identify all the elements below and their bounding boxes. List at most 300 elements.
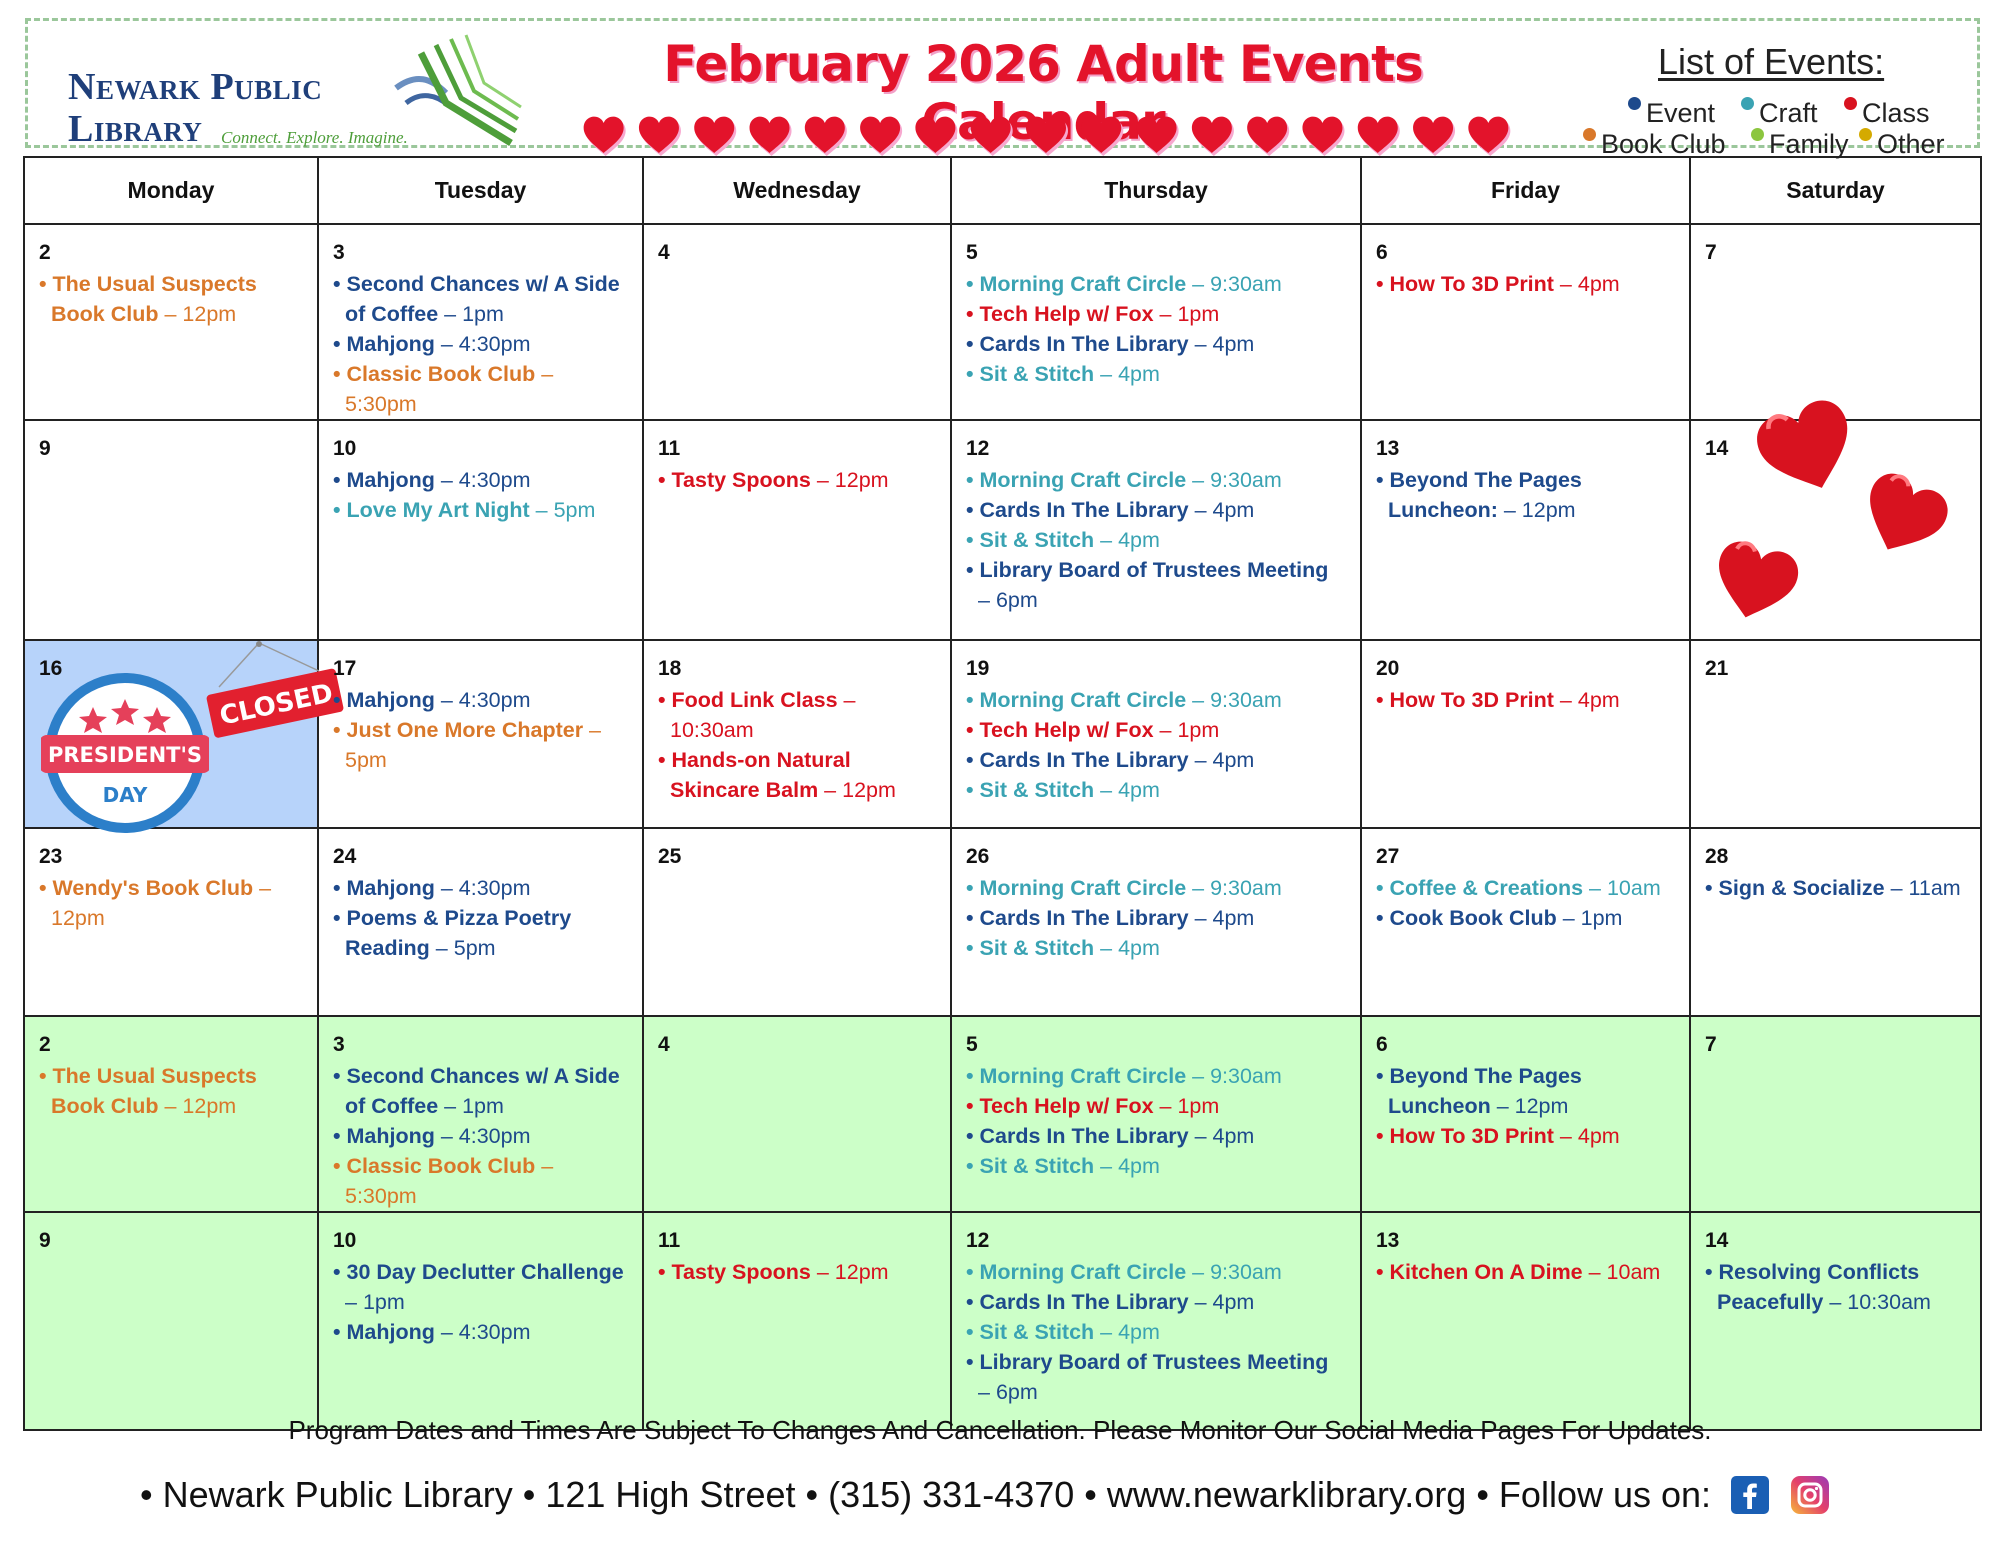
event-time: 1pm [1177,302,1220,326]
event-time: 12pm [834,468,889,492]
day-number: 11 [658,1229,681,1252]
event-list [333,269,628,419]
day-number: 10 [333,1229,357,1252]
calendar-header [25,18,1980,159]
event-item: • Mahjong – 4:30pm [333,1124,531,1148]
event-time: 12pm [834,1260,889,1284]
day-number: 2 [39,1033,51,1056]
heart-icon [1302,117,1344,156]
event-list [966,1061,1346,1181]
event-name: Sign & Socialize [1718,876,1885,900]
event-item: • Tech Help w/ Fox – 1pm [966,718,1220,742]
heart-icon [860,117,902,156]
day-cell [643,420,951,640]
event-item: • Morning Craft Circle – 9:30am [966,688,1282,712]
event-time: 4pm [1212,332,1255,356]
event-name: Tasty Spoons [671,468,811,492]
event-name: Second Chances w/ A Side of Coffee [345,1064,620,1118]
event-time: 5pm [345,748,387,772]
day-cell [318,1212,643,1430]
day-cell [951,828,1361,1016]
day-cell [951,224,1361,420]
event-name: Sit & Stitch [979,1320,1095,1344]
event-item: • Cards In The Library – 4pm [966,332,1255,356]
logo-line2: Library [68,108,203,150]
event-name: Beyond The Pages Luncheon: [1388,468,1582,522]
event-time: 10:30am [670,718,754,742]
weekday-header: Thursday [951,157,1361,224]
event-item: • How To 3D Print – 4pm [1376,1124,1620,1148]
day-cell [643,1212,951,1430]
heart-icon [584,117,626,156]
footer-contact [140,1470,1880,1520]
day-cell [24,1016,318,1212]
week-row [24,420,1981,640]
event-name: Sit & Stitch [979,936,1095,960]
day-cell [318,420,643,640]
event-time: 5:30pm [345,392,417,416]
event-name: How To 3D Print [1389,1124,1554,1148]
event-name: Cook Book Club [1389,906,1557,930]
event-time: 10:30am [1847,1290,1931,1314]
event-name: Morning Craft Circle [979,1260,1187,1284]
event-item: • Morning Craft Circle – 9:30am [966,876,1282,900]
weekday-header-row [24,157,1981,224]
event-time: 6pm [995,588,1038,612]
event-item: • Love My Art Night – 5pm [333,498,596,522]
event-name: Mahjong [346,876,435,900]
event-time: 12pm [182,302,237,326]
event-name: Classic Book Club [346,362,536,386]
day-number: 5 [966,241,978,264]
day-number: 17 [333,657,357,680]
day-number: 4 [658,241,670,264]
presidents-day-badge [41,669,209,837]
event-time: 4pm [1577,1124,1620,1148]
week-row [24,1016,1981,1212]
holiday-name-line1: PRESIDENT'S [47,743,203,767]
day-cell [24,420,318,640]
day-number: 19 [966,657,990,680]
event-name: Cards In The Library [979,1290,1189,1314]
event-name: Cards In The Library [979,906,1189,930]
event-item: • Mahjong – 4:30pm [333,876,531,900]
event-time: 10am [1606,876,1661,900]
legend-item-book-club: Book Club [1583,128,1726,160]
instagram-icon[interactable] [1791,1476,1829,1514]
event-time: 4pm [1577,688,1620,712]
event-name: Sit & Stitch [979,778,1095,802]
day-cell [24,828,318,1016]
weekday-header: Saturday [1690,157,1981,224]
event-item: • Cook Book Club – 1pm [1376,906,1623,930]
day-number: 3 [333,241,345,264]
event-item: • Sit & Stitch – 4pm [966,1320,1160,1344]
day-number: 9 [39,1229,51,1252]
day-number: 26 [966,845,990,868]
event-item: • Morning Craft Circle – 9:30am [966,272,1282,296]
legend-item-other: Other [1859,128,1945,160]
week-row [24,224,1981,420]
event-name: Sit & Stitch [979,1154,1095,1178]
day-cell [643,640,951,828]
event-time: 4:30pm [458,468,531,492]
event-item: • Sit & Stitch – 4pm [966,778,1160,802]
day-number: 10 [333,437,357,460]
event-item: • Food Link Class – 10:30am [658,688,856,742]
event-name: Hands-on Natural Skincare Balm [670,748,851,802]
event-time: 12pm [1514,1094,1569,1118]
day-cell [318,640,643,828]
event-name: Love My Art Night [346,498,530,522]
event-list [1376,1061,1675,1151]
day-number: 18 [658,657,682,680]
event-time: 1pm [462,1094,504,1118]
event-item: • Classic Book Club – 5:30pm [333,1154,554,1208]
event-time: 12pm [182,1094,237,1118]
legend-item-class: Class [1844,97,1930,129]
legend-title: List of Events: [1658,41,1885,82]
day-cell [1690,1016,1981,1212]
event-list [966,685,1346,805]
event-name: Sit & Stitch [979,362,1095,386]
other-dot-icon [1859,128,1872,141]
event-item: • 30 Day Declutter Challenge – 1pm [333,1260,624,1314]
day-number: 27 [1376,845,1400,868]
day-cell [1361,1212,1690,1430]
heart-icon [1137,117,1179,156]
heart-icon [1358,117,1400,156]
event-item: • Resolving Conflicts Peacefully – 10:30am [1705,1260,1931,1314]
calendar-grid [23,156,1982,1431]
event-legend [1573,29,1993,159]
weekday-header: Monday [24,157,318,224]
event-time: 9:30am [1210,1260,1282,1284]
day-number: 11 [658,437,681,460]
contact-text: • Newark Public Library • 121 High Street • (315) 331-4370 • www.newarklibrary.org • Follow us on: [140,1474,1712,1515]
event-list [966,873,1346,963]
event-list [658,685,936,805]
event-name: Library Board of Trustees Meeting [979,558,1329,582]
event-item: • Tasty Spoons – 12pm [658,1260,889,1284]
event-time: 1pm [1580,906,1623,930]
event-time: 4pm [1577,272,1620,296]
day-cell [1361,828,1690,1016]
day-number: 5 [966,1033,978,1056]
event-name: Classic Book Club [346,1154,536,1178]
day-cell [1690,1212,1981,1430]
week-row [24,640,1981,828]
event-name: Cards In The Library [979,498,1189,522]
disclaimer-text: Program Dates and Times Are Subject To Changes And Cancellation. Please Monitor Our Social Media Pages For Updates. [288,1415,1712,1445]
event-item: • Tech Help w/ Fox – 1pm [966,1094,1220,1118]
event-time: 4pm [1212,1124,1255,1148]
day-cell [318,224,643,420]
craft-dot-icon [1741,97,1754,110]
day-number: 20 [1376,657,1400,680]
day-number: 28 [1705,845,1729,868]
day-cell [24,640,336,828]
day-cell [1690,640,1981,828]
event-name: Food Link Class [671,688,838,712]
event-list [333,1257,628,1347]
event-item: • Coffee & Creations – 10am [1376,876,1661,900]
day-cell [318,1016,643,1212]
event-item: • Morning Craft Circle – 9:30am [966,468,1282,492]
event-item: • The Usual Suspects Book Club – 12pm [39,1064,257,1118]
event-name: Tech Help w/ Fox [979,302,1154,326]
event-list [1376,269,1675,299]
legend-item-family: Family [1751,128,1849,160]
class-dot-icon [1844,97,1857,110]
heart-icon [1707,537,1803,628]
day-number: 12 [966,437,990,460]
event-item: • Beyond The Pages Luncheon – 12pm [1376,1064,1582,1118]
event-list [1376,1257,1675,1287]
event-name: Resolving Conflicts Peacefully [1717,1260,1920,1314]
book-logo-icon [376,33,526,158]
event-item: • Kitchen On A Dime – 10am [1376,1260,1661,1284]
heart-icon [1026,117,1068,156]
event-name: Cards In The Library [979,1124,1189,1148]
event-time: 4pm [1212,498,1255,522]
day-cell [318,828,643,1016]
heart-icon [1468,117,1510,156]
day-cell [24,224,318,420]
event-time: 1pm [1177,1094,1220,1118]
day-number: 21 [1705,657,1729,680]
weekday-header: Tuesday [318,157,643,224]
event-item: • Sit & Stitch – 4pm [966,362,1160,386]
event-name: Poems & Pizza Poetry Reading [345,906,572,960]
event-name: Wendy's Book Club [52,876,254,900]
event-item: • Sit & Stitch – 4pm [966,936,1160,960]
heart-icon [1081,117,1123,156]
event-time: 4pm [1212,748,1255,772]
day-number: 13 [1376,1229,1400,1252]
event-item: • Wendy's Book Club – 12pm [39,876,272,930]
event-time: 4pm [1118,1320,1160,1344]
event-time: 9:30am [1210,1064,1282,1088]
event-list [333,465,628,525]
day-number: 13 [1376,437,1400,460]
event-list [1376,465,1675,525]
event-item: • Second Chances w/ A Side of Coffee – 1pm [333,272,620,326]
event-name: Mahjong [346,1124,435,1148]
event-name: The Usual Suspects Book Club [51,1064,257,1118]
event-time: 9:30am [1210,688,1282,712]
day-number: 16 [39,657,63,680]
event-name: Mahjong [346,1320,435,1344]
event-item: • Cards In The Library – 4pm [966,748,1255,772]
event-time: 10am [1606,1260,1661,1284]
day-cell [951,420,1361,640]
event-item: • Cards In The Library – 4pm [966,1290,1255,1314]
event-name: Tasty Spoons [671,1260,811,1284]
book-club-dot-icon [1583,128,1596,141]
event-list [658,1257,936,1287]
event-item: • Library Board of Trustees Meeting – 6pm [966,558,1329,612]
event-list [333,685,628,775]
week-row [24,828,1981,1016]
holiday-name-line2: DAY [102,783,148,807]
logo-line1: Newark Public [68,66,323,108]
day-number: 12 [966,1229,990,1252]
day-number: 6 [1376,1033,1388,1056]
event-item: • Tasty Spoons – 12pm [658,468,889,492]
event-time: 5pm [553,498,596,522]
logo-tagline: Connect. Explore. Imagine. [221,128,408,147]
heart-icon [1851,467,1954,567]
event-name: Library Board of Trustees Meeting [979,1350,1329,1374]
calendar-title: February 2026 Adult Events [663,35,1423,93]
day-cell [24,1212,318,1430]
event-name: Morning Craft Circle [979,468,1187,492]
day-cell [643,224,951,420]
event-item: • How To 3D Print – 4pm [1376,688,1620,712]
day-number: 6 [1376,241,1388,264]
legend-item-event: Event [1628,97,1715,129]
week-row [24,1212,1981,1430]
event-name: Mahjong [346,468,435,492]
event-item: • Beyond The Pages Luncheon: – 12pm [1376,468,1582,522]
decorative-hearts [1703,381,1963,631]
day-number: 14 [1705,1229,1729,1252]
event-name: How To 3D Print [1389,272,1554,296]
event-time: 11am [1908,876,1961,900]
heart-icon [639,117,681,156]
day-cell [1690,420,1981,640]
event-name: Cards In The Library [979,332,1189,356]
event-item: • Cards In The Library – 4pm [966,1124,1255,1148]
day-cell [643,1016,951,1212]
event-time: 4:30pm [458,332,531,356]
event-item: • Second Chances w/ A Side of Coffee – 1pm [333,1064,620,1118]
day-cell [951,1212,1361,1430]
event-name: Sit & Stitch [979,528,1095,552]
event-time: 4pm [1118,1154,1160,1178]
event-item: • Classic Book Club – 5:30pm [333,362,554,416]
event-time: 4pm [1118,362,1160,386]
event-name: Cards In The Library [979,748,1189,772]
event-name: Tech Help w/ Fox [979,1094,1154,1118]
event-time: 12pm [1521,498,1576,522]
event-time: 4pm [1118,528,1160,552]
event-name: The Usual Suspects Book Club [51,272,257,326]
event-item: • Library Board of Trustees Meeting – 6pm [966,1350,1329,1404]
event-item: • Sit & Stitch – 4pm [966,1154,1160,1178]
event-time: 4pm [1118,778,1160,802]
closed-sign-label: CLOSED [217,678,336,732]
event-item: • Mahjong – 4:30pm [333,468,531,492]
event-list [658,465,936,495]
event-name: Tech Help w/ Fox [979,718,1154,742]
event-time: 1pm [1177,718,1220,742]
event-name: Beyond The Pages Luncheon [1388,1064,1582,1118]
event-name: How To 3D Print [1389,688,1554,712]
day-cell [951,1016,1361,1212]
day-cell [643,828,951,1016]
event-time: 4pm [1212,1290,1255,1314]
event-name: Morning Craft Circle [979,1064,1187,1088]
event-dot-icon [1628,97,1641,110]
event-time: 4:30pm [458,1124,531,1148]
event-item: • Morning Craft Circle – 9:30am [966,1260,1282,1284]
day-cell [1361,420,1690,640]
day-cell [951,640,1361,828]
event-name: Morning Craft Circle [979,272,1187,296]
event-list [966,269,1346,389]
event-item: • How To 3D Print – 4pm [1376,272,1620,296]
event-list [1376,873,1675,933]
day-number: 4 [658,1033,670,1056]
weekday-header: Friday [1361,157,1690,224]
event-time: 9:30am [1210,468,1282,492]
day-number: 9 [39,437,51,460]
facebook-icon[interactable] [1731,1476,1769,1514]
event-item: • Morning Craft Circle – 9:30am [966,1064,1282,1088]
event-list [1376,685,1675,715]
event-name: Morning Craft Circle [979,876,1187,900]
event-name: Morning Craft Circle [979,688,1187,712]
day-cell [1361,640,1690,828]
family-dot-icon [1751,128,1764,141]
event-time: 5:30pm [345,1184,417,1208]
heart-icon [750,117,792,156]
event-time: 4pm [1118,936,1160,960]
event-item: • Mahjong – 4:30pm [333,1320,531,1344]
event-name: 30 Day Declutter Challenge [346,1260,624,1284]
event-name: Just One More Chapter [346,718,584,742]
heart-icon [915,117,957,156]
library-logo [46,33,526,148]
event-item: • The Usual Suspects Book Club – 12pm [39,272,257,326]
heart-icon [694,117,736,156]
event-time: 12pm [842,778,896,802]
event-time: 9:30am [1210,272,1282,296]
event-list [333,1061,628,1211]
heart-icon [1247,117,1289,156]
day-cell [1361,224,1690,420]
event-time: 4:30pm [458,688,531,712]
event-time: 4:30pm [458,876,531,900]
day-number: 25 [658,845,682,868]
day-number: 7 [1705,1033,1717,1056]
event-list [39,873,303,933]
event-name: Mahjong [346,688,435,712]
day-number: 24 [333,845,357,868]
weekday-header: Wednesday [643,157,951,224]
event-list [333,873,628,963]
event-item: • Mahjong – 4:30pm [333,688,531,712]
event-time: 4pm [1212,906,1255,930]
event-item: • Cards In The Library – 4pm [966,906,1255,930]
event-item: • Poems & Pizza Poetry Reading – 5pm [333,906,572,960]
event-time: 6pm [995,1380,1038,1404]
legend-item-craft: Craft [1741,97,1818,129]
day-cell [1690,828,1981,1016]
day-number: 7 [1705,241,1717,264]
event-item: • Tech Help w/ Fox – 1pm [966,302,1220,326]
event-time: 5pm [453,936,496,960]
event-name: Kitchen On A Dime [1389,1260,1583,1284]
heart-icon [1413,117,1455,156]
heart-icon [1750,394,1865,504]
heart-icon [805,117,847,156]
event-list [966,1257,1346,1407]
heart-icon [971,117,1013,156]
event-item: • Sign & Socialize – 11am [1705,876,1961,900]
